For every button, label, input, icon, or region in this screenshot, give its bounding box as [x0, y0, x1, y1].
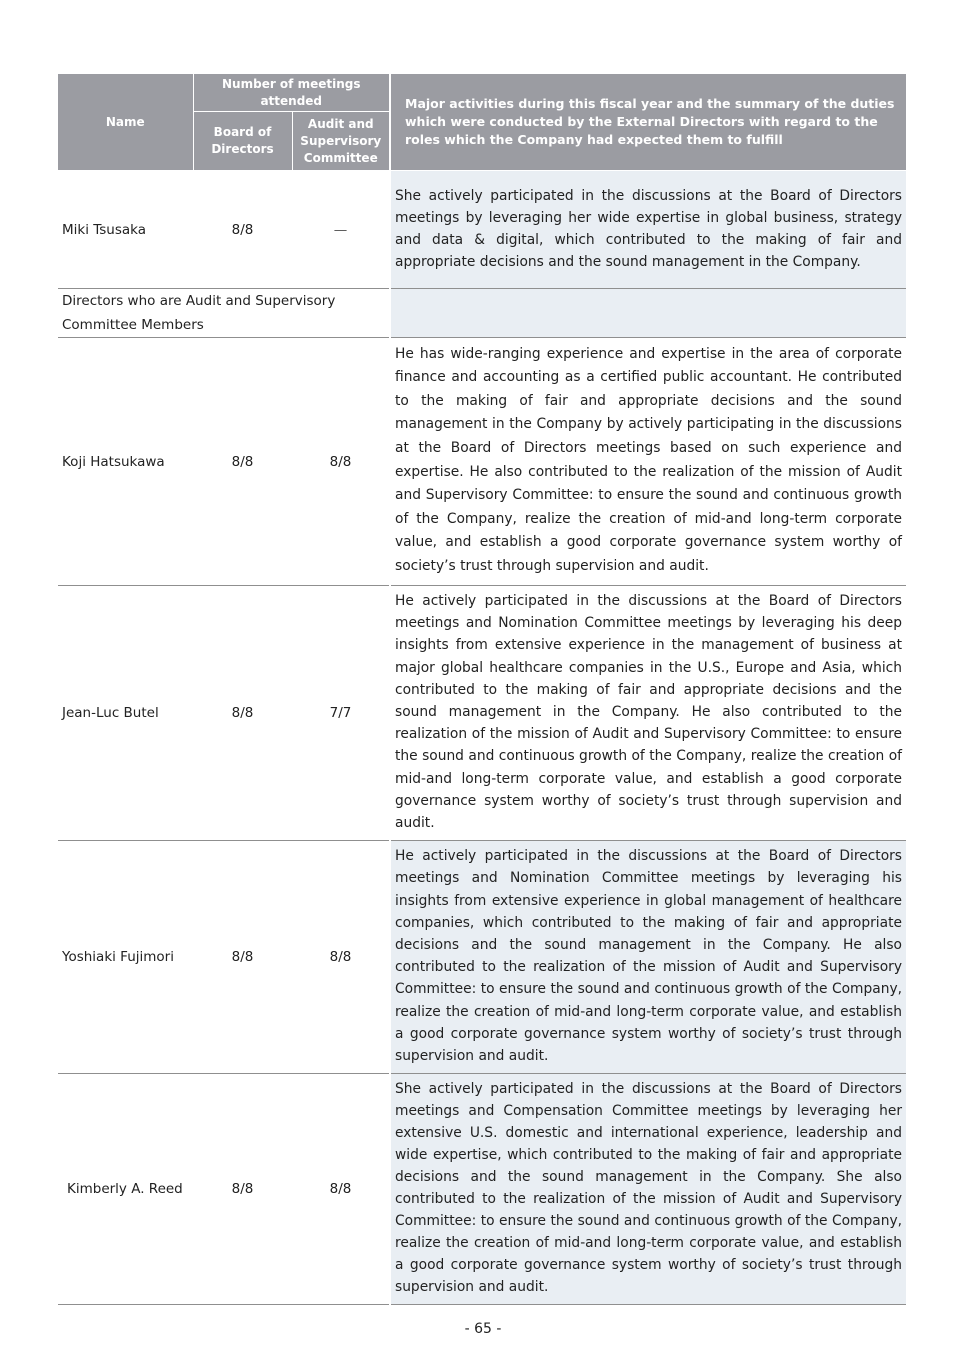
board-attendance: 8/8	[193, 841, 292, 1074]
header-audit-committee: Audit and Supervisory Committee	[292, 112, 390, 171]
audit-attendance: 8/8	[292, 841, 390, 1074]
audit-attendance: 7/7	[292, 586, 390, 841]
directors-activities-table	[58, 73, 906, 1305]
director-name: Koji Hatsukawa	[58, 338, 193, 586]
header-board-of-directors: Board of Directors	[193, 112, 292, 171]
director-name: Jean-Luc Butel	[58, 586, 193, 841]
activity-description: He actively participated in the discussions at the Board of Directors meetings and Nomination Committee meetings by leveraging his deep insights from extensive experience in the management of business at major global healthcare companies in the U.S., Europe and Asia, which contributed to the making of fair and appropriate decisions and the sound management in the Company. He also contributed to the realization of the mission of Audit and Supervisory Committee: to ensure the sound and continuous growth of the Company, realize the creation of mid-and long-term corporate value, and establish a good corporate governance system worthy of society’s trust through supervision and audit.	[390, 586, 906, 841]
activity-description: She actively participated in the discussions at the Board of Directors meetings and Compensation Committee meetings by leveraging her extensive U.S. domestic and international experience, leadership and wide expertise, which contributed to the making of fair and appropriate decisions and the sound management in the Company. She also contributed to the realization of the mission of Audit and Supervisory Committee: to ensure the sound and continuous growth of the Company, realize the creation of mid-and long-term corporate value, and establish a good corporate governance system worthy of society’s trust through supervision and audit.	[390, 1074, 906, 1305]
table-row	[58, 1074, 906, 1305]
director-name: Kimberly A. Reed	[58, 1074, 193, 1305]
activity-description: He actively participated in the discussions at the Board of Directors meetings and Nomination Committee meetings by leveraging his insights from extensive experience in global management of healthcare companies, which contributed to the making of fair and appropriate decisions and the sound management in the Company. He also contributed to the realization of the mission of Audit and Supervisory Committee: to ensure the sound and continuous growth of the Company, realize the creation of mid-and long-term corporate value, and establish a good corporate governance system worthy of society’s trust through supervision and audit.	[390, 841, 906, 1074]
director-name: Miki Tsusaka	[58, 171, 193, 289]
header-major-activities: Major activities during this fiscal year and the summary of the duties which were conducted by the External Directors with regard to the roles which the Company had expected them to fulfill	[390, 74, 906, 171]
header-name: Name	[58, 74, 193, 171]
table-row	[58, 338, 906, 586]
board-attendance: 8/8	[193, 586, 292, 841]
audit-attendance: 8/8	[292, 1074, 390, 1305]
table-row	[58, 586, 906, 841]
activity-description: She actively participated in the discussions at the Board of Directors meetings by leveraging her wide expertise in global business, strategy and data & digital, which contributed to the making of fair and appropriate decisions and the sound management in the Company.	[390, 171, 906, 289]
activity-description: He has wide-ranging experience and expertise in the area of corporate finance and accounting as a certified public accountant. He contributed to the making of fair and appropriate decisions and the sound management in the Company by actively participating in the discussions at the Board of Directors meetings based on such experience and expertise. He also contributed to the realization of the mission of Audit and Supervisory Committee: to ensure the sound and continuous growth of the Company, realize the creation of mid-and long-term corporate value, and establish a good corporate governance system worthy of society’s trust through supervision and audit.	[390, 338, 906, 586]
page-number: - 65 -	[464, 1321, 502, 1337]
group-activity-blank	[390, 289, 906, 338]
board-attendance: 8/8	[193, 1074, 292, 1305]
table-row	[58, 171, 906, 289]
audit-attendance: 8/8	[292, 338, 390, 586]
header-meetings-attended: Number of meetings attended	[193, 74, 390, 112]
board-attendance: 8/8	[193, 171, 292, 289]
director-name: Yoshiaki Fujimori	[58, 841, 193, 1074]
table-row	[58, 841, 906, 1074]
group-label: Directors who are Audit and Supervisory Committee Members	[58, 289, 390, 338]
group-row	[58, 289, 906, 338]
board-attendance: 8/8	[193, 338, 292, 586]
audit-attendance: —	[292, 171, 390, 289]
